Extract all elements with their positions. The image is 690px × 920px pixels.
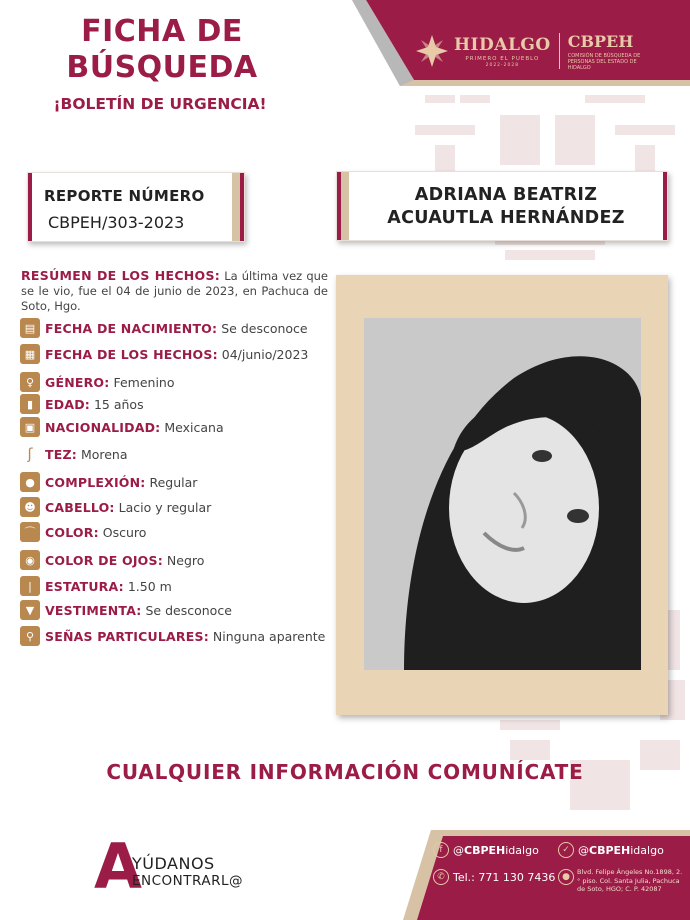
detail-value: Femenino [113,374,175,390]
detail-row-eye-color [20,550,204,570]
detail-value: Negro [166,552,205,568]
cbpeh-logo [568,32,653,71]
detail-label: CABELLO: [45,499,115,515]
detail-label: FECHA DE LOS HECHOS: [45,346,218,362]
facts-summary-label: RESÚMEN DE LOS HECHOS: [21,268,221,283]
urgent-subtitle: ¡BOLETÍN DE URGENCIA! [53,95,267,113]
detail-value: Se desconoce [145,602,232,618]
report-box-accent-right [240,173,244,241]
name-box-accent-left-beige [341,172,349,240]
header-logos [415,28,653,74]
facts-summary-text: La última vez que se le vio, fue el 04 de junio de 2023, en Pachuca de Soto, Hgo. [21,269,328,313]
twitter-icon: ✓ [558,842,574,858]
detail-row-distinguishing-marks [20,626,325,646]
hidalgo-emblem-icon [415,34,449,68]
help-logo-line-1: YÚDANOS [132,854,215,873]
facebook-contact[interactable] [433,842,539,858]
eye-icon: ◉ [20,550,40,570]
hair-color-icon: ⌒ [20,522,40,542]
ruler-icon: | [20,576,40,596]
hair-icon: ☻ [20,497,40,517]
cake-icon: ▤ [20,318,40,338]
name-box-accent-right [663,172,667,240]
report-box-accent-left [28,173,32,241]
skin-icon: ʃ [20,444,40,464]
detail-label: GÉNERO: [45,374,110,390]
hidalgo-logo [454,35,551,68]
office-address: Blvd. Felipe Ángeles No.1898, 2.° piso. Col. Santa Julia, Pachuca de Soto, HGO; C. P. 42087 [577,868,683,893]
detail-value: Morena [80,446,128,462]
cbpeh-logo-text: CBPEH [567,31,634,51]
detail-label: ESTATURA: [45,578,124,594]
facebook-icon: f [433,842,449,858]
detail-row-hair-color [20,522,146,542]
report-number-box [27,172,245,242]
detail-value: Lacio y regular [118,499,212,515]
page-title [47,14,277,86]
detail-row-birth-date [20,318,308,338]
magnifier-icon: ⚲ [20,626,40,646]
detail-row-event-date [20,344,308,364]
facebook-handle-prefix: @ [453,843,464,857]
detail-row-skin [20,444,128,464]
phone-contact[interactable] [433,869,555,885]
facebook-handle-rest: idalgo [505,843,539,857]
twitter-handle-rest: idalgo [630,843,664,857]
location-pin-icon: ● [558,869,574,885]
twitter-handle-prefix: @ [578,843,589,857]
detail-value: 15 años [93,396,144,412]
detail-label: VESTIMENTA: [45,602,142,618]
detail-value: 04/junio/2023 [221,346,309,362]
help-logo-line-2: ENCONTRARL@ [132,873,243,889]
detail-label: SEÑAS PARTICULARES: [45,628,209,644]
detail-label: EDAD: [45,396,90,412]
person-name-line-1: ADRIANA BEATRIZ [414,185,598,205]
detail-row-age [20,394,144,414]
phone-number: Tel.: 771 130 7436 [453,870,556,884]
detail-row-gender [20,372,174,392]
shirt-icon: ▼ [20,600,40,620]
logo-separator [559,33,560,69]
report-number-value: CBPEH/303-2023 [48,213,185,232]
hidalgo-logo-years: 2022-2028 [485,62,520,68]
detail-row-build [20,472,197,492]
person-name [351,184,661,230]
detail-value: Ninguna aparente [212,628,326,644]
detail-label: NACIONALIDAD: [45,419,161,435]
detail-value: Oscuro [102,524,147,540]
address-pin [558,869,578,885]
detail-label: COLOR: [45,524,99,540]
twitter-handle-bold: CBPEH [589,843,631,857]
person-name-line-2: ACUAUTLA HERNÁNDEZ [387,208,625,228]
calendar-icon: ▦ [20,344,40,364]
call-to-action: CUALQUIER INFORMACIÓN COMUNÍCATE [106,760,584,784]
detail-value: Mexicana [164,419,224,435]
detail-label: FECHA DE NACIMIENTO: [45,320,218,336]
twitter-contact[interactable] [558,842,664,858]
cbpeh-logo-sub: COMISIÓN DE BÚSQUEDA DE PERSONAS DEL ESTADO DE HIDALGO [567,52,641,71]
detail-row-height [20,576,172,596]
detail-row-hair [20,497,211,517]
missing-person-photo [364,318,641,670]
facts-summary [21,268,328,314]
facebook-handle-bold: CBPEH [464,843,506,857]
detail-value: Regular [149,474,198,490]
detail-row-clothing [20,600,232,620]
hidalgo-logo-text: HIDALGO [454,34,551,55]
report-box-accent-right-beige [232,173,240,241]
help-logo-letter: A [94,830,142,903]
detail-label: COMPLEXIÓN: [45,474,146,490]
id-card-icon: ▣ [20,417,40,437]
phone-icon: ✆ [433,869,449,885]
detail-label: COLOR DE OJOS: [45,552,163,568]
detail-label: TEZ: [45,446,77,462]
gender-icon: ♀ [20,372,40,392]
help-find-logo [94,830,284,903]
title-line-1: FICHA DE [81,14,243,49]
person-name-box [336,171,668,241]
detail-value: Se desconoce [221,320,308,336]
portrait-placeholder [364,318,641,670]
detail-row-nationality [20,417,224,437]
body-icon: ● [20,472,40,492]
hidalgo-logo-sub: PRIMERO EL PUEBLO [465,55,540,62]
detail-value: 1.50 m [127,578,172,594]
age-icon: ▮ [20,394,40,414]
report-number-label: REPORTE NÚMERO [44,187,205,205]
title-line-2: BÚSQUEDA [66,50,258,85]
